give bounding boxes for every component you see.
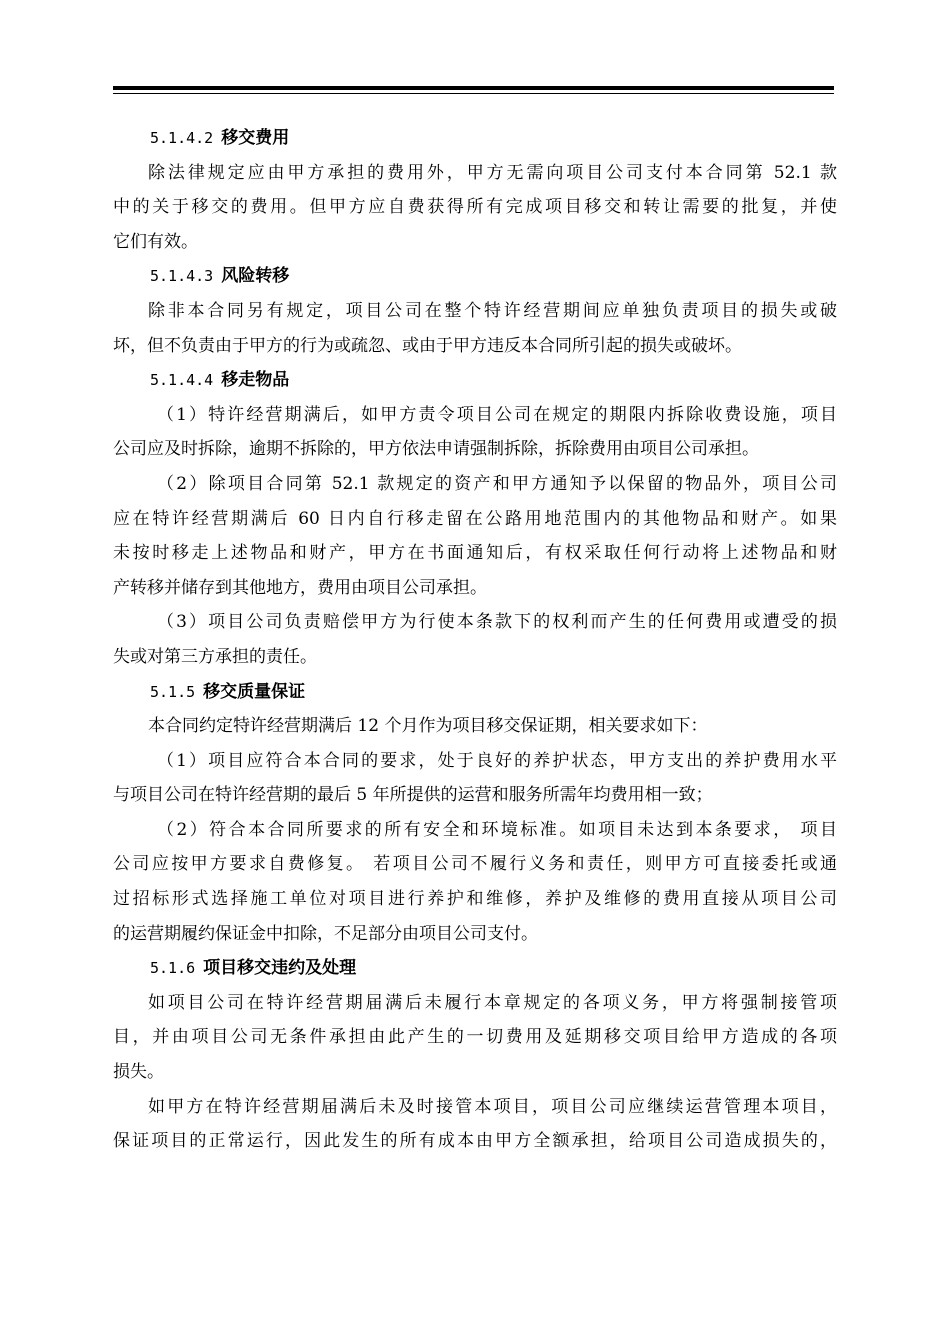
text-line: 未按时移走上述物品和财产，甲方在书面通知后，有权采取任何行动将上述物品和财 [113, 543, 837, 564]
text-line: （1）项目应符合本合同的要求，处于良好的养护状态，甲方支出的养护费用水平 [157, 750, 837, 771]
paragraph [113, 467, 837, 605]
paragraph [113, 398, 837, 467]
section-number: 5.1.4.3 [150, 267, 214, 286]
paragraph [113, 294, 837, 363]
section-heading [113, 259, 837, 294]
text-line: 过招标形式选择施工单位对项目进行养护和维修，养护及维修的费用直接从项目公司 [113, 889, 837, 910]
paragraph [113, 605, 837, 674]
text-line: （2）除项目合同第 52.1 款规定的资产和甲方通知予以保留的物品外，项目公司 [157, 473, 837, 494]
text-line: 如甲方在特许经营期届满后未及时接管本项目，项目公司应继续运营管理本项目， [148, 1096, 837, 1117]
text-line: 产转移并储存到其他地方，费用由项目公司承担。 [113, 577, 487, 598]
section-number: 5.1.6 [150, 959, 196, 978]
paragraph [113, 1090, 837, 1159]
header-rule-thin [113, 93, 834, 94]
text-line: 目，并由项目公司无条件承担由此产生的一切费用及延期移交项目给甲方造成的各项 [113, 1027, 837, 1048]
text-line: 与项目公司在特许经营期的最后 5 年所提供的运营和服务所需年均费用相一致； [113, 785, 713, 806]
section-heading [113, 121, 837, 156]
text-line: （3）项目公司负责赔偿甲方为行使本条款下的权利而产生的任何费用或遭受的损 [157, 612, 837, 633]
paragraph [113, 709, 837, 744]
document-body [113, 121, 837, 1159]
text-line: 失或对第三方承担的责任。 [113, 646, 317, 667]
text-line: （1）特许经营期满后，如甲方责令项目公司在规定的期限内拆除收费设施，项目 [157, 404, 837, 425]
section-number: 5.1.4.4 [150, 371, 214, 390]
text-line: 公司应按甲方要求自费修复。 若项目公司不履行义务和责任，则甲方可直接委托或通 [113, 854, 837, 875]
text-line: 除非本合同另有规定，项目公司在整个特许经营期间应单独负责项目的损失或破 [148, 300, 837, 321]
section-heading [113, 363, 837, 398]
text-line: 除法律规定应由甲方承担的费用外，甲方无需向项目公司支付本合同第 52.1 款 [148, 162, 837, 183]
paragraph [113, 986, 837, 1090]
text-line: 它们有效。 [113, 231, 198, 252]
text-line: 损失。 [113, 1062, 164, 1083]
text-line: 保证项目的正常运行，因此发生的所有成本由甲方全额承担，给项目公司造成损失的， [113, 1131, 837, 1152]
paragraph [113, 813, 837, 951]
section-title: 移交质量保证 [203, 681, 306, 702]
section-title: 移交费用 [221, 128, 290, 148]
section-number: 5.1.5 [150, 682, 196, 701]
text-line: 坏，但不负责由于甲方的行为或疏忽、或由于甲方违反本合同所引起的损失或破坏。 [113, 335, 742, 356]
text-line: （2）符合本合同所要求的所有安全和环境标准。如项目未达到本条要求， 项目 [157, 819, 837, 840]
paragraph [113, 156, 837, 260]
section-title: 项目移交违约及处理 [203, 958, 357, 979]
text-line: 应在特许经营期满后 60 日内自行移走留在公路用地范围内的其他物品和财产。如果 [113, 508, 837, 529]
text-line: 如项目公司在特许经营期届满后未履行本章规定的各项义务，甲方将强制接管项 [148, 992, 837, 1013]
section-number: 5.1.4.2 [150, 129, 214, 147]
section-heading [113, 951, 837, 986]
section-heading [113, 675, 837, 710]
text-line: 本合同约定特许经营期满后 12 个月作为项目移交保证期，相关要求如下： [148, 716, 708, 737]
text-line: 的运营期履约保证金中扣除，不足部分由项目公司支付。 [113, 923, 538, 944]
section-title: 风险转移 [221, 266, 290, 287]
header-rule-thick [113, 86, 834, 90]
text-line: 公司应及时拆除，逾期不拆除的，甲方依法申请强制拆除，拆除费用由项目公司承担。 [113, 439, 759, 460]
paragraph [113, 744, 837, 813]
text-line: 中的关于移交的费用。但甲方应自费获得所有完成项目移交和转让需要的批复，并使 [113, 197, 837, 218]
section-title: 移走物品 [221, 370, 290, 391]
